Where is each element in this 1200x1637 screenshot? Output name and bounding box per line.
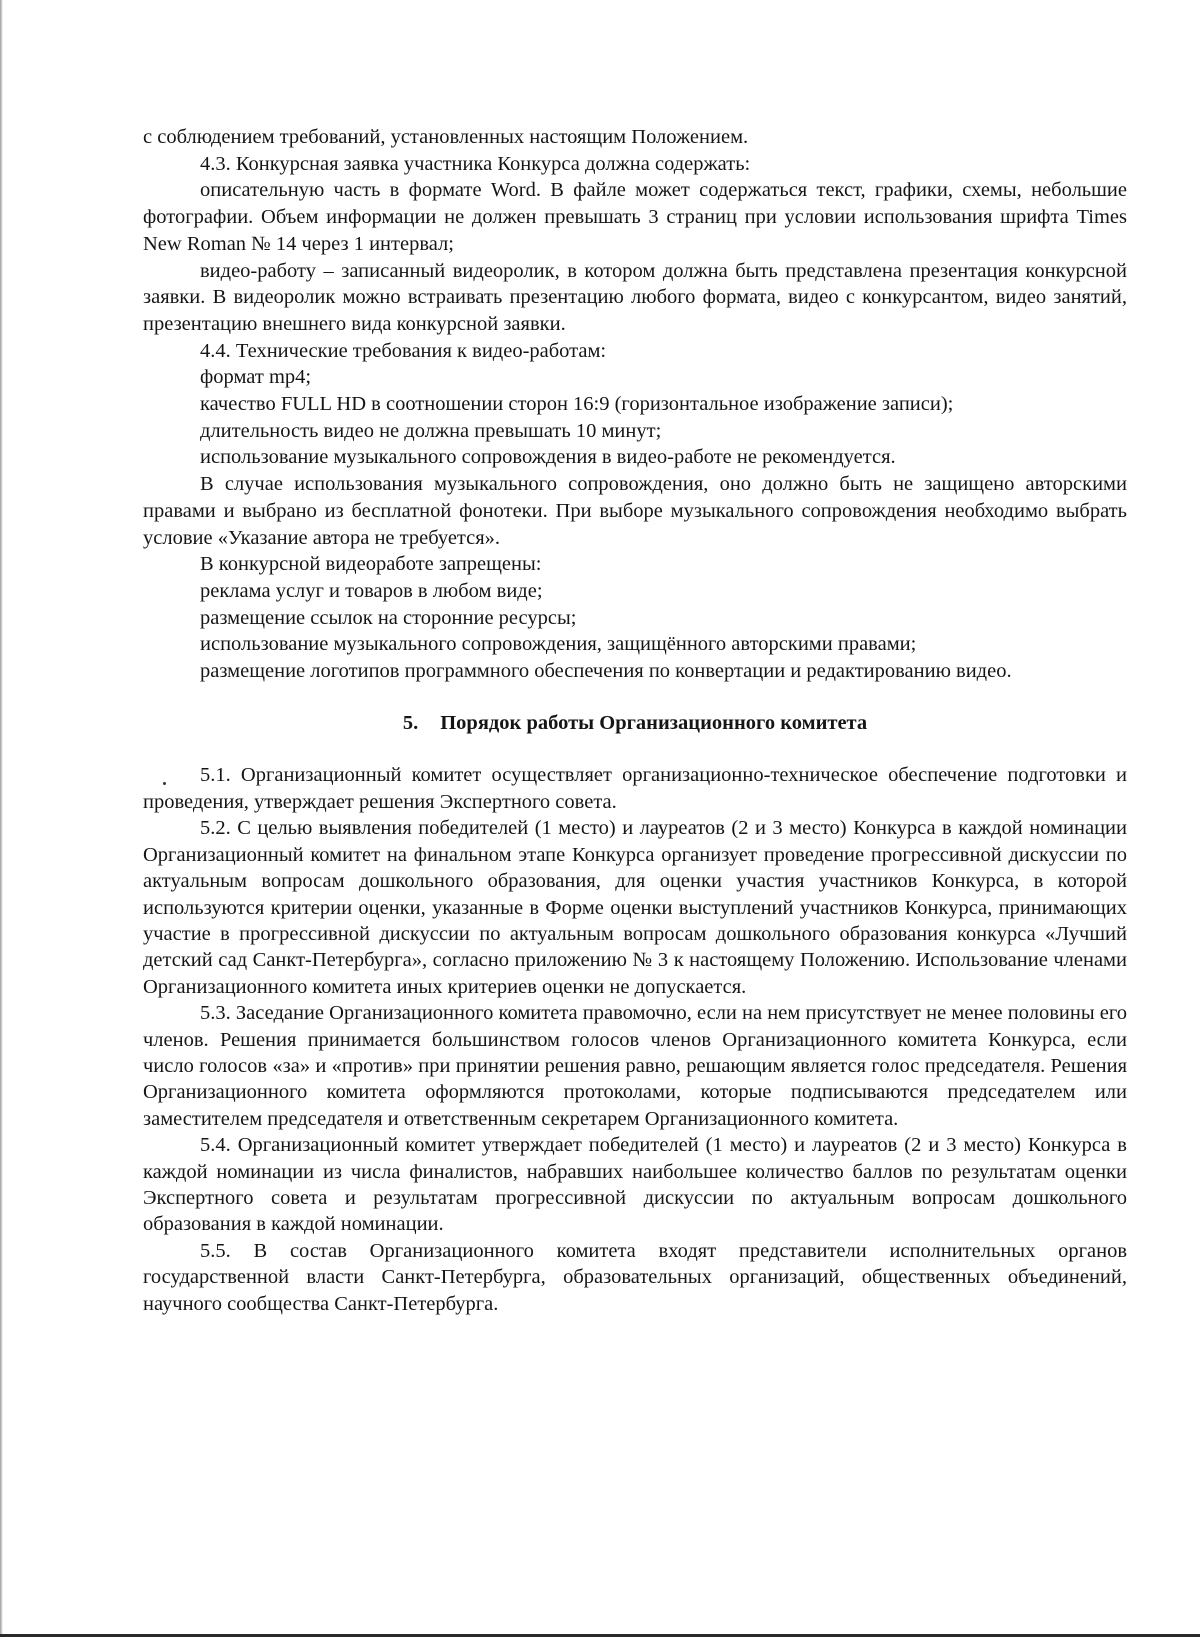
paragraph-5-2: 5.2. С целью выявления победителей (1 место) и лауреатов (2 и 3 место) Конкурса в каждой номинации Организационный комитет на финальном этапе Конкурса организует проведение прогрессивной дискуссии по актуальным вопросам дошкольного образования, для оценки участия участников Конкурса, в которой используются критерии оценки, указанные в Форме оценки выступлений участников Конкурса, принимающих участие в прогрессивной дискуссии по актуальным вопросам дошкольного образования конкурса «Лучший детский сад Санкт-Петербурга», согласно приложению № 3 к настоящему Положению. Использование членами Организационного комитета иных критериев оценки не допускается. [143,817,1127,998]
paragraph: видео-работу – записанный видеоролик, в котором должна быть представлена презентация конкурсной заявки. В видеоролик можно встраивать презентацию любого формата, видео с конкурсантом, видео занятий, презентацию внешнего вида конкурсной заявки. [143,259,1127,335]
paragraph-4-4: 4.4. Технические требования к видео-работам: [200,339,607,362]
list-item: длительность видео не должна превышать 10 минут; [200,419,662,442]
paragraph-5-5: 5.5. В состав Организационного комитета входят представители исполнительных органов государственной власти Санкт-Петербурга, образовательных организаций, общественных объединений, научного сообщества Санкт-Петербурга. [143,1239,1127,1315]
paragraph: с соблюдением требований, установленных настоящим Положением. [143,126,749,148]
paragraph-5-4: 5.4. Организационный комитет утверждает победителей (1 место) и лауреатов (2 и 3 место) Конкурса в каждой номинации из числа финалистов, набравших наибольшее количество баллов по результатам оценки Экспертного совета и результатам прогрессивной дискуссии по актуальным вопросам дошкольного образования в каждой номинации. [143,1134,1127,1236]
list-item: использование музыкального сопровождения, защищённого авторскими правами; [200,633,917,656]
list-item: размещение логотипов программного обеспечения по конвертации и редактированию видео. [200,660,1012,683]
list-item: формат mp4; [200,366,312,389]
section-5 [143,762,1127,1317]
section-5-heading [143,710,1127,737]
paragraph: описательную часть в формате Word. В файле может содержаться текст, графики, схемы, небольшие фотографии. Объем информации не должен превышать 3 страниц при условии использования шрифта Times New Roman № 14 через 1 интервал; [143,179,1127,255]
list-item: качество FULL HD в соотношении сторон 16:9 (горизонтальное изображение записи); [200,393,954,416]
list-item: использование музыкального сопровождения в видео-работе не рекомендуется. [200,446,896,469]
paragraph: В случае использования музыкального сопровождения, оно должно быть не защищено авторскими правами и выбрано из бесплатной фонотеки. При выборе музыкального сопровождения необходимо выбрать условие «Указание автора не требуется». [143,473,1127,549]
paragraph-4-3: 4.3. Конкурсная заявка участника Конкурса должна содержать: [200,152,751,175]
section-4-continued [143,124,1127,685]
paragraph-5-3: 5.3. Заседание Организационного комитета правомочно, если на нем присутствует не менее половины его членов. Решения принимается большинством голосов членов Организационного комитета Конкурса, если число голосов «за» и «против» при принятии решения равно, решающим является голос председателя. Решения Организационного комитета оформляются протоколами, которые подписываются председателем или заместителем председателя и ответственным секретарем Организационного комитета. [143,1002,1127,1130]
paragraph-5-1: 5.1. Организационный комитет осуществляет организационно-техническое обеспечение подготовки и проведения, утверждает решения Экспертного совета. [143,764,1127,813]
list-item: размещение ссылок на сторонние ресурсы; [200,606,577,629]
scan-edge-left [0,0,3,1637]
paragraph: В конкурсной видеоработе запрещены: [200,553,542,576]
section-title: Порядок работы Организационного комитета [440,711,868,734]
section-number: 5. [402,711,419,734]
list-item: реклама услуг и товаров в любом виде; [200,579,543,602]
document-page [143,124,1127,1317]
